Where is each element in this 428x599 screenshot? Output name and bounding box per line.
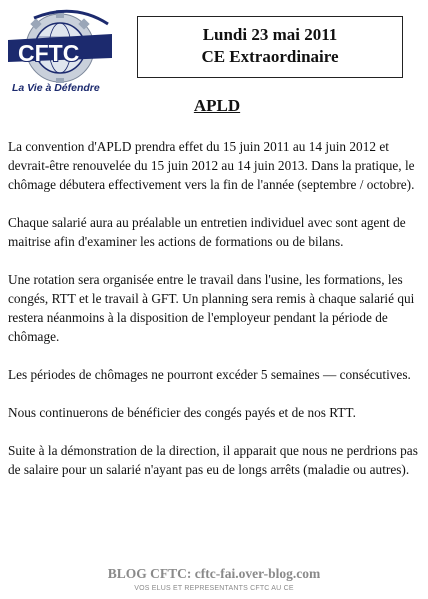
paragraph: La convention d'APLD prendra effet du 15 juin 2011 au 14 juin 2012 et devrait-être renouvelée du 15 juin 2012 au 14 juin 2013. Dans la pratique, le chômage débutera effectivement vers la fin de l'année (septembre / octobre). [8, 139, 415, 192]
paragraph: Chaque salarié aura au préalable un entretien individuel avec sont agent de maitrise afin d'examiner les actions de formations ou de bilans. [8, 215, 406, 249]
header-subtitle: CE Extraordinaire [201, 47, 339, 66]
logo-brand: CFTC [18, 40, 80, 66]
paragraph: Nous continuerons de bénéficier des congés payés et de nos RTT. [8, 405, 356, 420]
paragraph: Suite à la démonstration de la direction, il apparait que nous ne perdrions pas de salaire pour un salarié n'ayant pas eu de longs arrêts (maladie ou autres). [8, 443, 418, 477]
footer-blog: BLOG CFTC: cftc-fai.over-blog.com [107, 566, 321, 581]
paragraph: Les périodes de chômages ne pourront excéder 5 semaines — consécutives. [8, 367, 411, 382]
logo-tagline: La Vie à Défendre [12, 82, 100, 94]
document-title-text: APLD [193, 96, 241, 115]
header-box [137, 16, 403, 78]
footer-note: VOS ELUS ET REPRESENTANTS CFTC AU CE [134, 585, 294, 592]
paragraph: Une rotation sera organisée entre le travail dans l'usine, les formations, les congés, RTT et le travail à GFT. Un planning sera remis à chaque salarié qui restera néanmoins à la disposition de l'employeur pendant la période de chômage. [8, 272, 415, 344]
header-date: Lundi 23 mai 2011 [202, 25, 338, 44]
document-title [0, 96, 428, 116]
cftc-logo [4, 4, 116, 102]
document-body [8, 137, 424, 498]
